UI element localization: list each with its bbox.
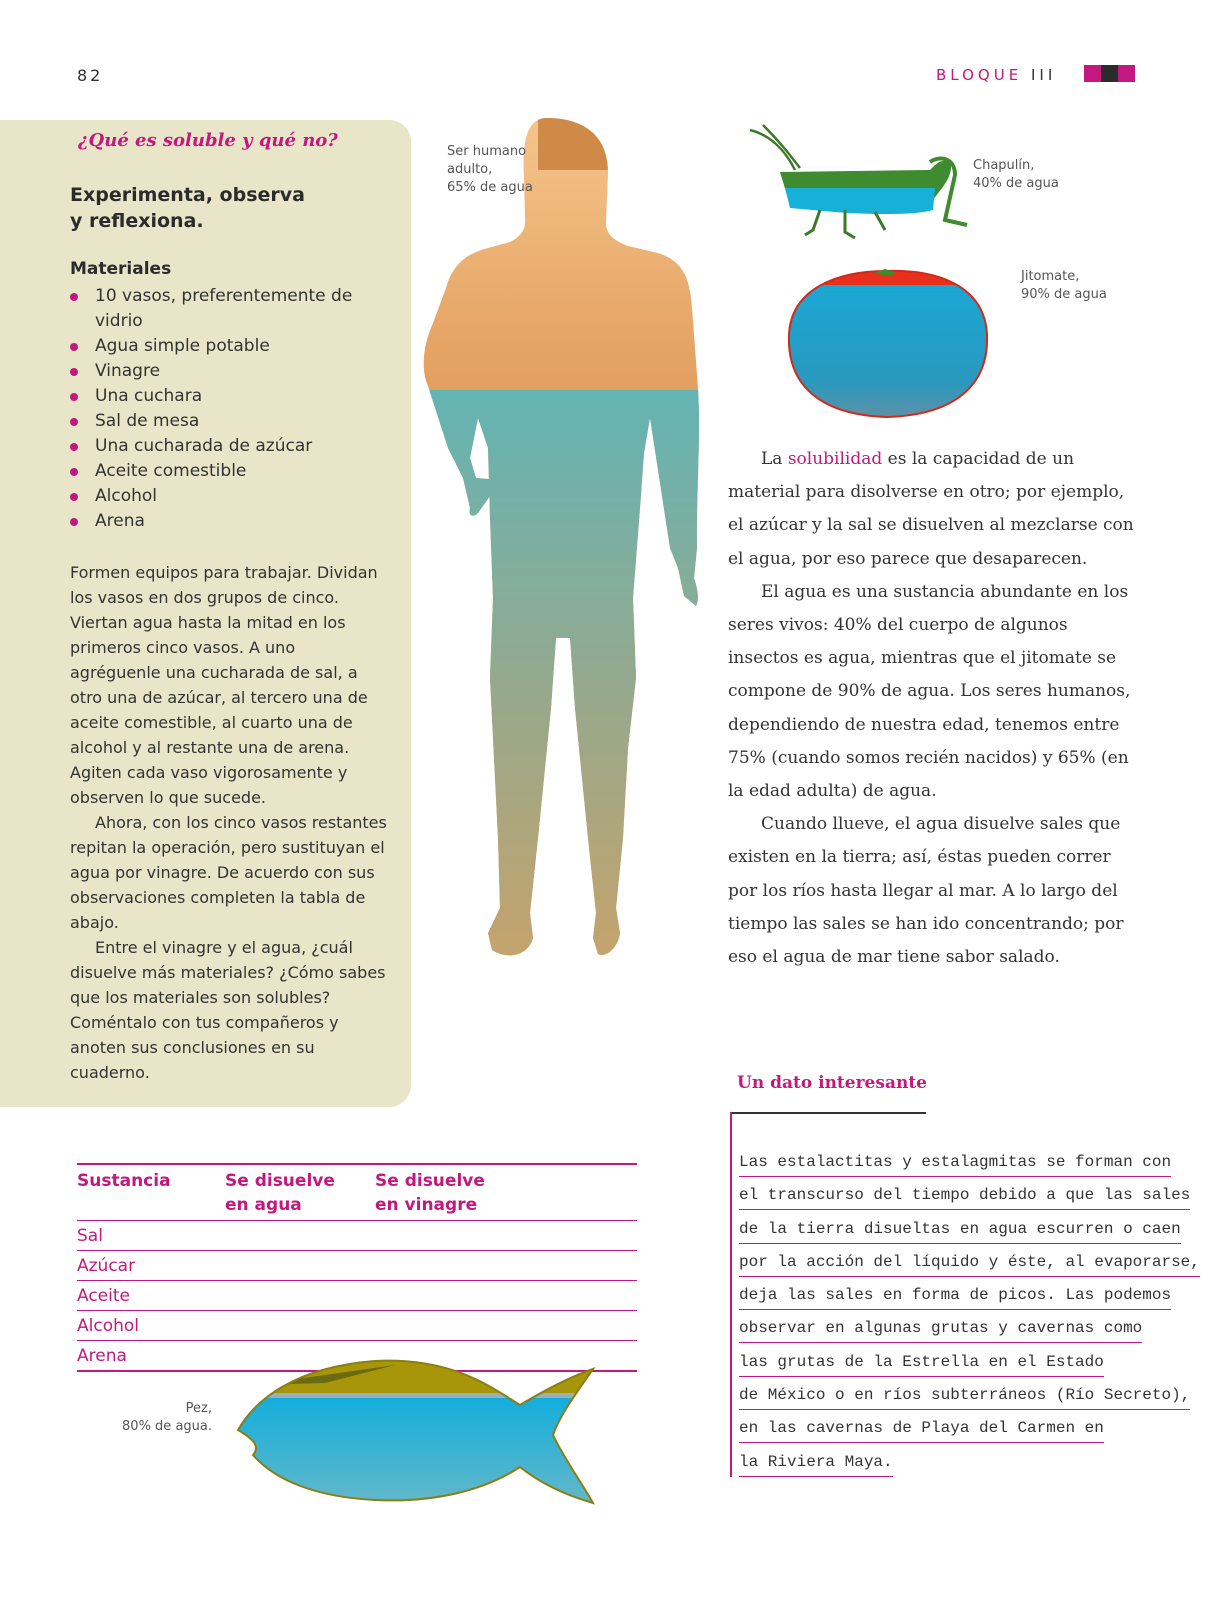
table-row <box>77 1311 637 1341</box>
fact-line: en las cavernas de Playa del Carmen en <box>739 1414 1104 1443</box>
material-item: Agua simple potable <box>70 334 370 359</box>
header-line: en vinagre <box>375 1195 478 1215</box>
solubility-term: solubilidad <box>787 449 883 469</box>
fact-left-rule <box>730 1112 732 1477</box>
table-row <box>77 1251 637 1281</box>
fish-label-line: Pez, <box>185 1401 212 1416</box>
table-row <box>77 1221 637 1251</box>
instructions-paragraph: Ahora, con los cinco vasos restantes repitan la operación, pero sustituyan el agua por vinagre. De acuerdo con sus observaciones completen la tabla de abajo. <box>70 813 387 932</box>
grasshopper-illustration <box>735 120 970 245</box>
table-row <box>77 1281 637 1311</box>
tomato-illustration <box>785 265 990 425</box>
body-paragraph-prefix: La <box>761 449 788 469</box>
grasshopper-label <box>973 157 1083 193</box>
experiment-heading <box>70 182 370 234</box>
page-number: 82 <box>77 66 104 85</box>
grasshopper-label-line: Chapulín, <box>973 158 1035 173</box>
fact-title-underline <box>731 1112 926 1114</box>
material-item: Arena <box>70 509 370 534</box>
body-paragraph-rest: es la capacidad de un material para disolverse en otro; por ejemplo, el azúcar y la sal se disuelven al mezclarse con el agua, por eso parece que desaparecen. <box>728 449 1134 569</box>
materials-heading: Materiales <box>70 259 172 279</box>
water-cell <box>225 1251 375 1281</box>
fish-label-line: 80% de agua. <box>122 1419 212 1434</box>
body-paragraph <box>728 443 1140 576</box>
table-header-vinegar <box>375 1164 637 1221</box>
header-line: Se disuelve <box>375 1171 485 1191</box>
fact-line: Las estalactitas y estalagmitas se forman con <box>739 1148 1171 1177</box>
fact-line: de la tierra disueltas en agua escurren o caen <box>739 1215 1181 1244</box>
grasshopper-label-line: 40% de agua <box>973 176 1059 191</box>
instructions-paragraph: Formen equipos para trabajar. Dividan los vasos en dos grupos de cinco. Viertan agua hasta la mitad en los primeros cinco vasos. A uno agréguenle una cucharada de sal, a otro una de azúcar, al tercero una de aceite comestible, al cuarto una de alcohol y al restante una de arena. Agiten cada vaso vigorosamente y observen lo que sucede. <box>70 563 378 807</box>
material-item: Alcohol <box>70 484 370 509</box>
water-cell <box>225 1281 375 1311</box>
color-mark <box>1118 65 1135 82</box>
fact-line: observar en algunas grutas y cavernas como <box>739 1314 1142 1343</box>
vinegar-cell <box>375 1281 637 1311</box>
bloque-color-marks <box>1084 65 1135 82</box>
human-label-line: 65% de agua <box>447 180 533 195</box>
human-label <box>447 143 557 197</box>
human-water-illustration <box>418 118 716 980</box>
human-label-line: Ser humano <box>447 144 527 159</box>
body-text <box>728 443 1140 974</box>
color-mark <box>1084 65 1101 82</box>
color-mark <box>1101 65 1118 82</box>
substance-cell: Azúcar <box>77 1251 225 1281</box>
fact-text <box>739 1148 1200 1481</box>
experiment-heading-line: Experimenta, observa <box>70 184 305 206</box>
bloque-label <box>936 66 1056 84</box>
solubility-table <box>77 1163 637 1372</box>
vinegar-cell <box>375 1221 637 1251</box>
substance-cell: Arena <box>77 1341 225 1372</box>
activity-instructions <box>70 560 390 1085</box>
human-label-line: adulto, <box>447 162 493 177</box>
fish-illustration <box>235 1355 610 1505</box>
tomato-label <box>1021 268 1131 304</box>
header-line: en agua <box>225 1195 302 1215</box>
bloque-number: III <box>1030 66 1057 84</box>
material-item: Vinagre <box>70 359 370 384</box>
material-item: Sal de mesa <box>70 409 370 434</box>
body-paragraph: Cuando llueve, el agua disuelve sales que existen en la tierra; así, éstas pueden correr por los ríos hasta llegar al mar. A lo largo del tiempo las sales se han ido concentrando; por eso el agua de mar tiene sabor salado. <box>728 814 1124 968</box>
experiment-heading-line: y reflexiona. <box>70 210 204 232</box>
substance-cell: Alcohol <box>77 1311 225 1341</box>
vinegar-cell <box>375 1251 637 1281</box>
activity-title: ¿Qué es soluble y qué no? <box>78 130 338 151</box>
fact-line: por la acción del líquido y éste, al evaporarse, <box>739 1248 1200 1277</box>
tomato-label-line: 90% de agua <box>1021 287 1107 302</box>
fact-line: las grutas de la Estrella en el Estado <box>739 1348 1104 1377</box>
table-header-row <box>77 1164 637 1221</box>
fish-label <box>100 1400 212 1436</box>
vinegar-cell <box>375 1311 637 1341</box>
instructions-paragraph: Entre el vinagre y el agua, ¿cuál disuelve más materiales? ¿Cómo sabes que los materiales son solubles? Coméntalo con tus compañeros y anoten sus conclusiones en su cuaderno. <box>70 938 386 1082</box>
fact-title: Un dato interesante <box>737 1073 927 1093</box>
fact-line: de México o en ríos subterráneos (Río Secreto), <box>739 1381 1190 1410</box>
water-cell <box>225 1221 375 1251</box>
fact-line: deja las sales en forma de picos. Las podemos <box>739 1281 1171 1310</box>
water-cell <box>225 1311 375 1341</box>
fact-line: el transcurso del tiempo debido a que las sales <box>739 1181 1190 1210</box>
tomato-label-line: Jitomate, <box>1021 269 1080 284</box>
table-header-water <box>225 1164 375 1221</box>
substance-cell: Sal <box>77 1221 225 1251</box>
material-item: Aceite comestible <box>70 459 370 484</box>
table-header-substance: Sustancia <box>77 1171 171 1191</box>
material-item: Una cuchara <box>70 384 370 409</box>
body-paragraph: El agua es una sustancia abundante en los seres vivos: 40% del cuerpo de algunos insectos es agua, mientras que el jitomate se compone de 90% de agua. Los seres humanos, dependiendo de nuestra edad, tenemos entre 75% (cuando somos recién nacidos) y 65% (en la edad adulta) de agua. <box>728 581 1131 802</box>
material-item: 10 vasos, preferentemente de vidrio <box>70 284 370 334</box>
header-line: Se disuelve <box>225 1171 335 1191</box>
fact-line: la Riviera Maya. <box>739 1448 893 1477</box>
materials-list <box>70 284 370 534</box>
bloque-word: BLOQUE <box>936 66 1023 84</box>
substance-cell: Aceite <box>77 1281 225 1311</box>
material-item: Una cucharada de azúcar <box>70 434 370 459</box>
